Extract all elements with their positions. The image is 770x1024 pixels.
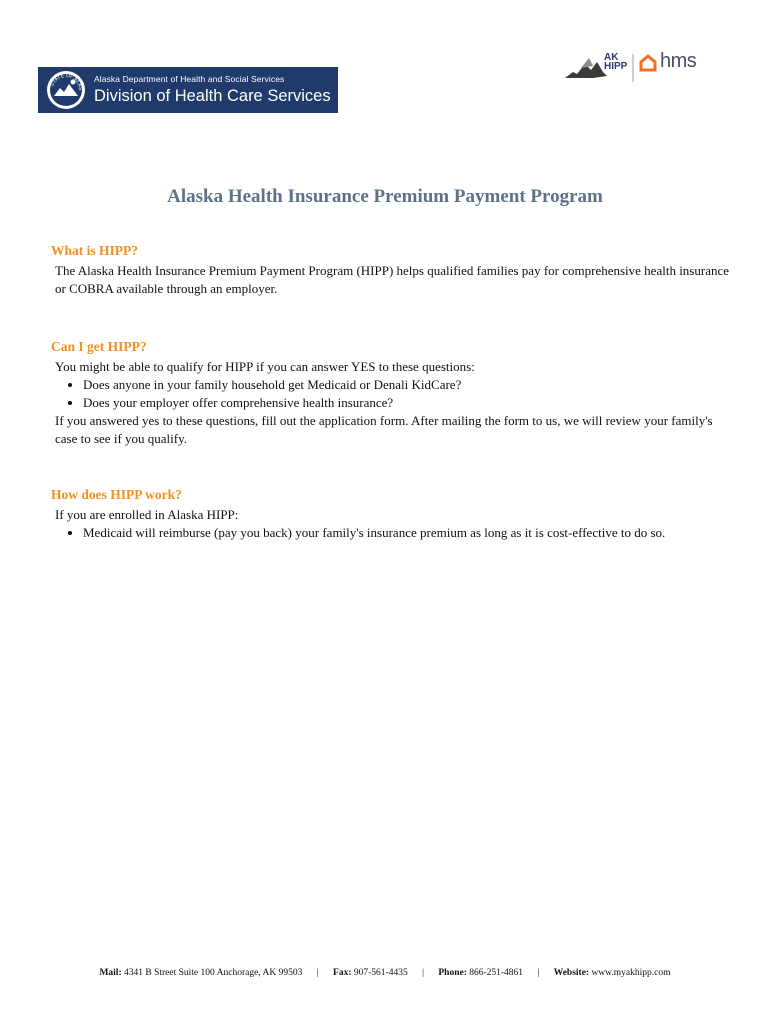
dhss-banner — [38, 67, 338, 113]
list-item: • Medicaid will reimburse (pay you back) your family's insurance premium as long as it is cost-effective to do so. — [83, 524, 731, 542]
akhipp-logo-text — [604, 53, 627, 71]
section-heading: Can I get HIPP? — [51, 339, 147, 354]
section-intro: You might be able to qualify for HIPP if you can answer YES to these questions: — [55, 359, 475, 374]
benefits-list — [51, 524, 731, 542]
ak-logo-top: AK — [604, 52, 619, 63]
contact-footer — [0, 968, 770, 978]
section-paragraph: The Alaska Health Insurance Premium Payment Program (HIPP) helps qualified families pay for comprehensive health insurance or COBRA available through an employer. — [55, 263, 730, 296]
section-can-i-get-hipp — [51, 339, 731, 448]
list-item: • Does your employer offer comprehensive health insurance? — [83, 394, 731, 412]
mail-label: Mail: — [99, 968, 122, 978]
fax-label: Fax: — [333, 968, 352, 978]
eligibility-list — [51, 376, 731, 412]
list-item: • Does anyone in your family household get Medicaid or Denali KidCare? — [83, 376, 731, 394]
hms-logo: hms — [660, 50, 697, 72]
footer-separator: | — [316, 968, 319, 978]
banner-text — [94, 75, 331, 104]
seal-text: STATE OF ALAS — [49, 72, 84, 91]
phone-label: Phone: — [438, 968, 467, 978]
section-outro: If you answered yes to these questions, fill out the application form. After mailing the form to us, we will review your family's case to see if you qualify. — [55, 413, 713, 446]
section-intro: If you are enrolled in Alaska HIPP: — [55, 507, 239, 522]
website-label: Website: — [553, 968, 590, 978]
footer-separator: | — [422, 968, 424, 978]
page-title: Alaska Health Insurance Premium Payment Program — [167, 186, 603, 207]
section-what-is-hipp — [51, 243, 731, 298]
division-name: Division of Health Care Services — [94, 86, 331, 105]
department-name: Alaska Department of Health and Social Services — [94, 74, 285, 85]
website-link[interactable]: www.myakhipp.com — [591, 968, 671, 978]
mail-address: 4341 B Street Suite 100 Anchorage, AK 99503 — [124, 968, 303, 978]
ak-logo-bottom: HIPP — [604, 61, 628, 72]
section-heading: How does HIPP work? — [51, 487, 182, 502]
phone-number: 866-251-4861 — [469, 968, 524, 978]
section-heading: What is HIPP? — [51, 243, 139, 258]
fax-number: 907-561-4435 — [353, 968, 408, 978]
footer-separator: | — [537, 968, 540, 978]
alaska-seal-icon — [46, 70, 86, 110]
section-how-does-hipp-work — [51, 487, 731, 542]
